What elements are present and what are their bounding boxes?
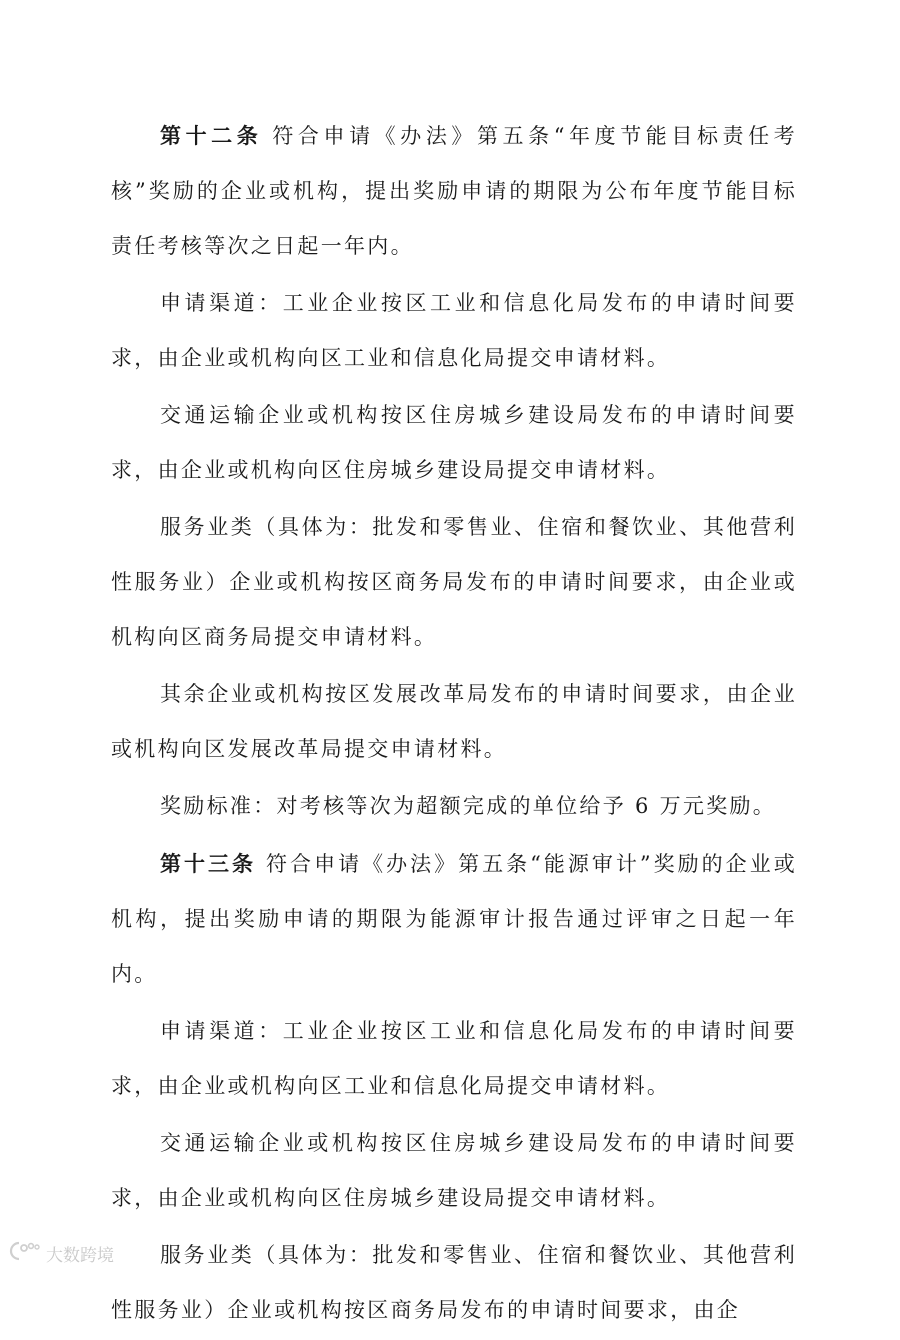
paragraph-text: 申请渠道：工业企业按区工业和信息化局发布的申请时间要求，由企业或机构向区工业和信息化局提交申请材料。 (111, 291, 797, 370)
paragraph-1 (111, 108, 797, 274)
paragraph-9 (111, 1116, 797, 1226)
paragraph-text: 其余企业或机构按区发展改革局发布的申请时间要求，由企业或机构向区发展改革局提交申请材料。 (111, 682, 797, 761)
paragraph-5 (111, 667, 797, 777)
paragraph-text: 申请渠道：工业企业按区工业和信息化局发布的申请时间要求，由企业或机构向区工业和信息化局提交申请材料。 (111, 1019, 797, 1098)
document-page (111, 108, 797, 1340)
paragraph-3 (111, 388, 797, 498)
watermark-text: 大数跨境 (46, 1245, 114, 1266)
paragraph-text: 服务业类（具体为：批发和零售业、住宿和餐饮业、其他营利性服务业）企业或机构按区商务局发布的申请时间要求，由企 (111, 1243, 797, 1322)
paragraph-2 (111, 276, 797, 386)
watermark (8, 1240, 114, 1266)
article-number: 第十三条 (160, 851, 257, 876)
paragraph-text: 交通运输企业或机构按区住房城乡建设局发布的申请时间要求，由企业或机构向区住房城乡建设局提交申请材料。 (111, 1131, 797, 1210)
article-number: 第十二条 (160, 123, 263, 148)
brand-logo-icon (8, 1240, 46, 1267)
paragraph-text: 服务业类（具体为：批发和零售业、住宿和餐饮业、其他营利性服务业）企业或机构按区商务局发布的申请时间要求，由企业或机构向区商务局提交申请材料。 (111, 515, 797, 649)
paragraph-6 (111, 779, 797, 834)
paragraph-10 (111, 1228, 797, 1338)
paragraph-8 (111, 1004, 797, 1114)
paragraph-text: 交通运输企业或机构按区住房城乡建设局发布的申请时间要求，由企业或机构向区住房城乡建设局提交申请材料。 (111, 403, 797, 482)
paragraph-text: 奖励标准：对考核等次为超额完成的单位给予 6 万元奖励。 (160, 794, 777, 818)
paragraph-text: 符合申请《办法》第五条“年度节能目标责任考核”奖励的企业或机构，提出奖励申请的期限为公布年度节能目标责任考核等次之日起一年内。 (111, 124, 797, 258)
paragraph-4 (111, 500, 797, 665)
paragraph-text: 符合申请《办法》第五条“能源审计”奖励的企业或机构，提出奖励申请的期限为能源审计报告通过评审之日起一年内。 (111, 852, 798, 986)
paragraph-7 (111, 836, 797, 1002)
